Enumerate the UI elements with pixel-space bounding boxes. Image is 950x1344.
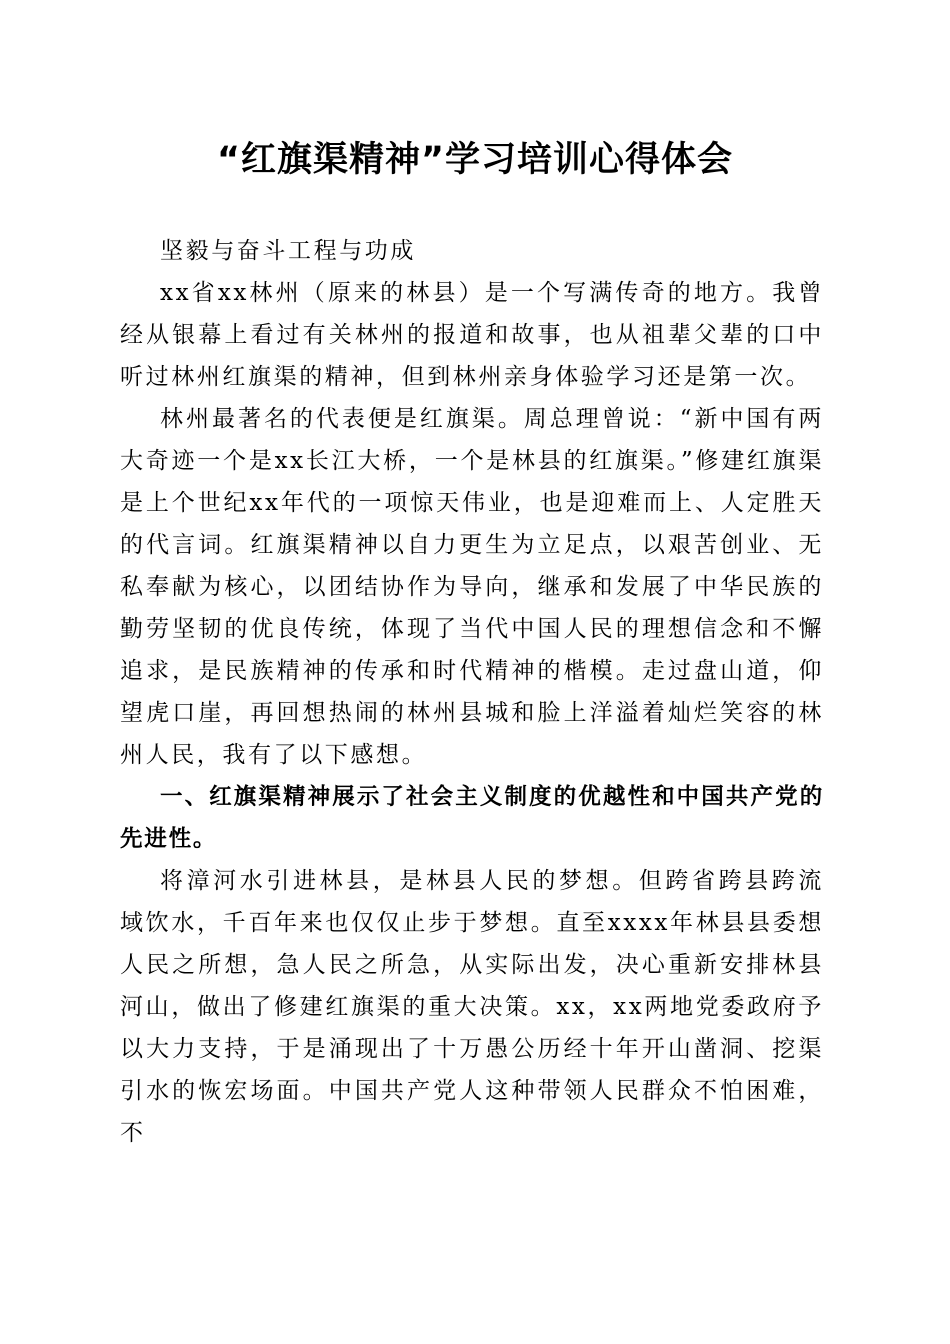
document-body — [120, 230, 824, 1154]
paragraph-hongqiqu: 林州最著名的代表便是红旗渠。周总理曾说：“新中国有两大奇迹一个是xx长江大桥，一个是林县的红旗渠。”修建红旗渠是上个世纪xx年代的一项惊天伟业，也是迎难而上、人定胜天的代言词。红旗渠精神以自力更生为立足点，以艰苦创业、无私奉献为核心，以团结协作为导向，继承和发展了中华民族的勤劳坚韧的优良传统，体现了当代中国人民的理想信念和不懈追求，是民族精神的传承和时代精神的楷模。走过盘山道，仰望虎口崖，再回想热闹的林州县城和脸上洋溢着灿烂笑容的林州人民，我有了以下感想。 — [120, 406, 824, 768]
paragraph-intro: xx省xx林州（原来的林县）是一个写满传奇的地方。我曾经从银幕上看过有关林州的报道和故事，也从祖辈父辈的口中听过林州红旗渠的精神，但到林州亲身体验学习还是第一次。 — [120, 280, 824, 390]
subtitle-line: 坚毅与奋斗工程与功成 — [160, 238, 416, 264]
section-heading-1: 一、红旗渠精神展示了社会主义制度的优越性和中国共产党的先进性。 — [120, 784, 824, 852]
document-title: “红旗渠精神”学习培训心得体会 — [216, 140, 733, 180]
section-paragraph-1: 将漳河水引进林县，是林县人民的梦想。但跨省跨县跨流域饮水，千百年来也仅仅止步于梦想。直至xxxx年林县县委想人民之所想，急人民之所急，从实际出发，决心重新安排林县河山，做出了修建红旗渠的重大决策。xx，xx两地党委政府予以大力支持，于是涌现出了十万愚公历经十年开山凿洞、挖渠引水的恢宏场面。中国共产党人这种带领人民群众不怕困难，不 — [120, 868, 824, 1146]
